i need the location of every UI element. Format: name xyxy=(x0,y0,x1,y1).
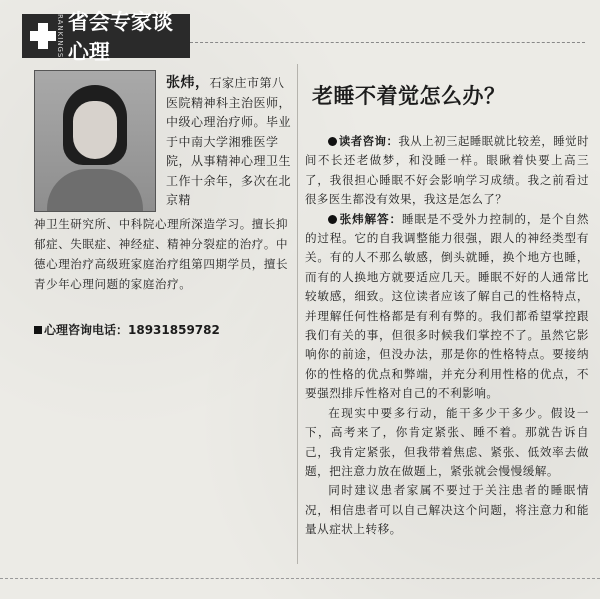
expert-name: 张炜， xyxy=(166,75,210,91)
expert-bio-intro xyxy=(166,74,294,211)
photo-face xyxy=(73,101,117,159)
bullet-dot-icon xyxy=(328,137,337,146)
expert-photo xyxy=(34,70,156,212)
column-divider xyxy=(297,64,298,564)
article-title: 老睡不着觉怎么办？ xyxy=(312,84,506,108)
question-label: 读者咨询： xyxy=(338,134,399,148)
column-title: 省会专家谈心理 xyxy=(67,10,173,64)
reader-question xyxy=(305,132,589,210)
expert-answer xyxy=(305,210,589,404)
expert-intro-text: 石家庄市第八医院精神科主治医师，中级心理治疗师。毕业于中南大学湘雅医学院，从事精神心理卫生工作十余年，多次在北京精 xyxy=(166,76,292,207)
question-text: 我从上初三起睡眠就比较差，睡觉时间不长还老做梦，和没睡一样。眼瞅着快要上高三了，我很担心睡眠不好会影响学习成绩。我之前看过很多医生都没有效果，我这是怎么了？ xyxy=(305,134,589,207)
column-header xyxy=(22,10,190,64)
consult-phone xyxy=(34,321,296,338)
answer-label: 张炜解答： xyxy=(339,211,403,226)
expert-bio-rest: 神卫生研究所、中科院心理所深造学习。擅长抑郁症、失眠症、神经症、精神分裂症的治疗。中德心理治疗高级班家庭治疗组第四期学员，擅长青少年心理问题的家庭治疗。 xyxy=(34,217,289,291)
header-rule xyxy=(190,42,585,43)
bottom-rule xyxy=(0,578,600,579)
ranking-label: RANKINGS xyxy=(55,13,64,59)
article-body xyxy=(305,132,589,540)
phone-text: 心理咨询电话：18931859782 xyxy=(44,323,220,337)
photo-shoulders xyxy=(47,169,143,212)
medical-cross-icon xyxy=(28,21,53,51)
answer-text: 睡眠是不受外力控制的，是个自然的过程。它的自我调整能力很强，跟人的神经类型有关。有的人不那么敏感，倒头就睡，换个地方也睡，而有的人换地方就要适应几天。睡眠不好的人通常比较敏感，细致。这位读者应该了解自己的性格特点，并理解任何性格都是有利有弊的。我们都希望掌控跟我们有关的事，但很多时候我们掌控不了。虽然它影响你的前途，但没办法，那是你的性格特点。要接纳你的性格的优点和弊端，并充分利用性格的优点，不要强烈排斥性格对自己的不利影响。 xyxy=(305,211,589,401)
bullet-square-icon xyxy=(34,326,42,334)
answer-paragraph-2: 在现实中要多行动，能干多少干多少。假设一下，高考来了，你肯定紧张、睡不着。那就告诉自己，我肯定紧张，但我带着焦虑、紧张、低效率去做题，把注意力放在做题上，紧张就会慢慢缓解。 xyxy=(305,405,589,478)
bullet-dot-icon xyxy=(328,215,337,224)
answer-paragraph-3: 同时建议患者家属不要过于关注患者的睡眠情况，相信患者可以自己解决这个问题，将注意力和能量从症状上转移。 xyxy=(305,483,589,537)
